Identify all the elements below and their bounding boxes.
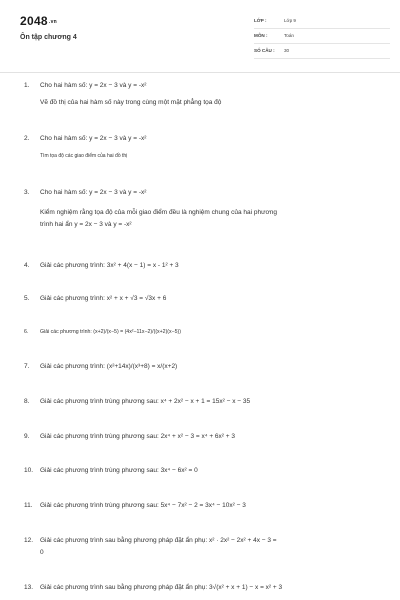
question-text: Giải các phương trình: x² + x + √3 = √3x + 6 [40, 295, 167, 302]
question-text: Cho hai hàm số: y = 2x − 3 và y = -x² [40, 189, 147, 196]
meta-label: LỚP : [254, 18, 267, 23]
question-number: 6. [24, 329, 29, 335]
question-number: 5. [24, 295, 30, 302]
meta-row-subject [254, 31, 390, 44]
question-text: Giải các phương trình trùng phương sau: 3x⁴ − 6x² = 0 [40, 467, 198, 474]
meta-value: 30 [284, 48, 290, 53]
question-text: Giải các phương trình: 3x² + 4(x − 1) = x - 1² + 3 [40, 262, 179, 269]
question-subtext: Vẽ đồ thị của hai hàm số này trong cùng một mặt phẳng tọa độ [40, 99, 222, 106]
question-number: 7. [24, 363, 30, 370]
question-text: Cho hai hàm số: y = 2x − 3 và y = -x² [40, 135, 147, 142]
meta-row-count [254, 46, 390, 59]
question-text: Giải các phương trình sau bằng phương pháp đặt ẩn phụ: 3√(x² + x + 1) − x = x² + 3 [40, 584, 283, 591]
question-number: 9. [24, 433, 30, 440]
document-header [0, 0, 400, 72]
question-number: 2. [24, 135, 30, 142]
question-text: Giải các phương trình: (x²+14x)/(x³+8) = x/(x+2) [40, 363, 178, 370]
meta-row-class [254, 16, 390, 29]
question-subtext-continued: trình hai ẩn y = 2x − 3 và y = -x² [40, 221, 132, 228]
question-subtext: Tìm tọa độ các giao điểm của hai đồ thị [40, 153, 128, 159]
question-number: 4. [24, 262, 30, 269]
document-title: Ôn tập chương 4 [20, 34, 77, 41]
meta-value: Lớp 9 [284, 18, 296, 23]
question-text: Giải các phương trình: (x+2)/(x−5) = (4x²−11x−2)/((x+2)(x−5)) [40, 329, 181, 335]
question-text: Giải các phương trình trùng phương sau: x⁴ + 2x² − x + 1 = 15x² − x − 35 [40, 398, 251, 405]
header-divider [0, 72, 400, 73]
meta-value: Toán [284, 33, 294, 38]
question-subtext: Kiểm nghiệm rằng tọa độ của mỗi giao điểm đều là nghiệm chung của hai phương [40, 209, 277, 216]
question-number: 3. [24, 189, 30, 196]
question-text: Giải các phương trình trùng phương sau: 5x⁴ − 7x² − 2 = 3x⁴ − 10x² − 3 [40, 502, 246, 509]
question-text: Cho hai hàm số: y = 2x − 3 và y = -x² [40, 82, 147, 89]
document-meta [254, 16, 390, 61]
logo-text: 2048 [20, 14, 48, 28]
meta-label: SỐ CÂU : [254, 48, 275, 53]
question-text: Giải các phương trình sau bằng phương pháp đặt ẩn phụ: x² · 2x² − 2x² + 4x − 3 = [40, 537, 277, 544]
logo-suffix: .vn [48, 18, 58, 25]
question-text: Giải các phương trình trùng phương sau: 2x⁴ + x² − 3 = x⁴ + 6x² + 3 [40, 433, 235, 440]
question-number: 10. [24, 467, 34, 474]
question-number: 11. [24, 502, 33, 509]
question-number: 1. [24, 82, 30, 89]
question-number: 8. [24, 398, 30, 405]
question-number: 12. [24, 537, 34, 544]
site-logo[interactable] [20, 14, 57, 28]
question-subtext: 0 [40, 549, 44, 556]
question-number: 13. [24, 584, 34, 591]
meta-label: MÔN : [254, 33, 268, 38]
